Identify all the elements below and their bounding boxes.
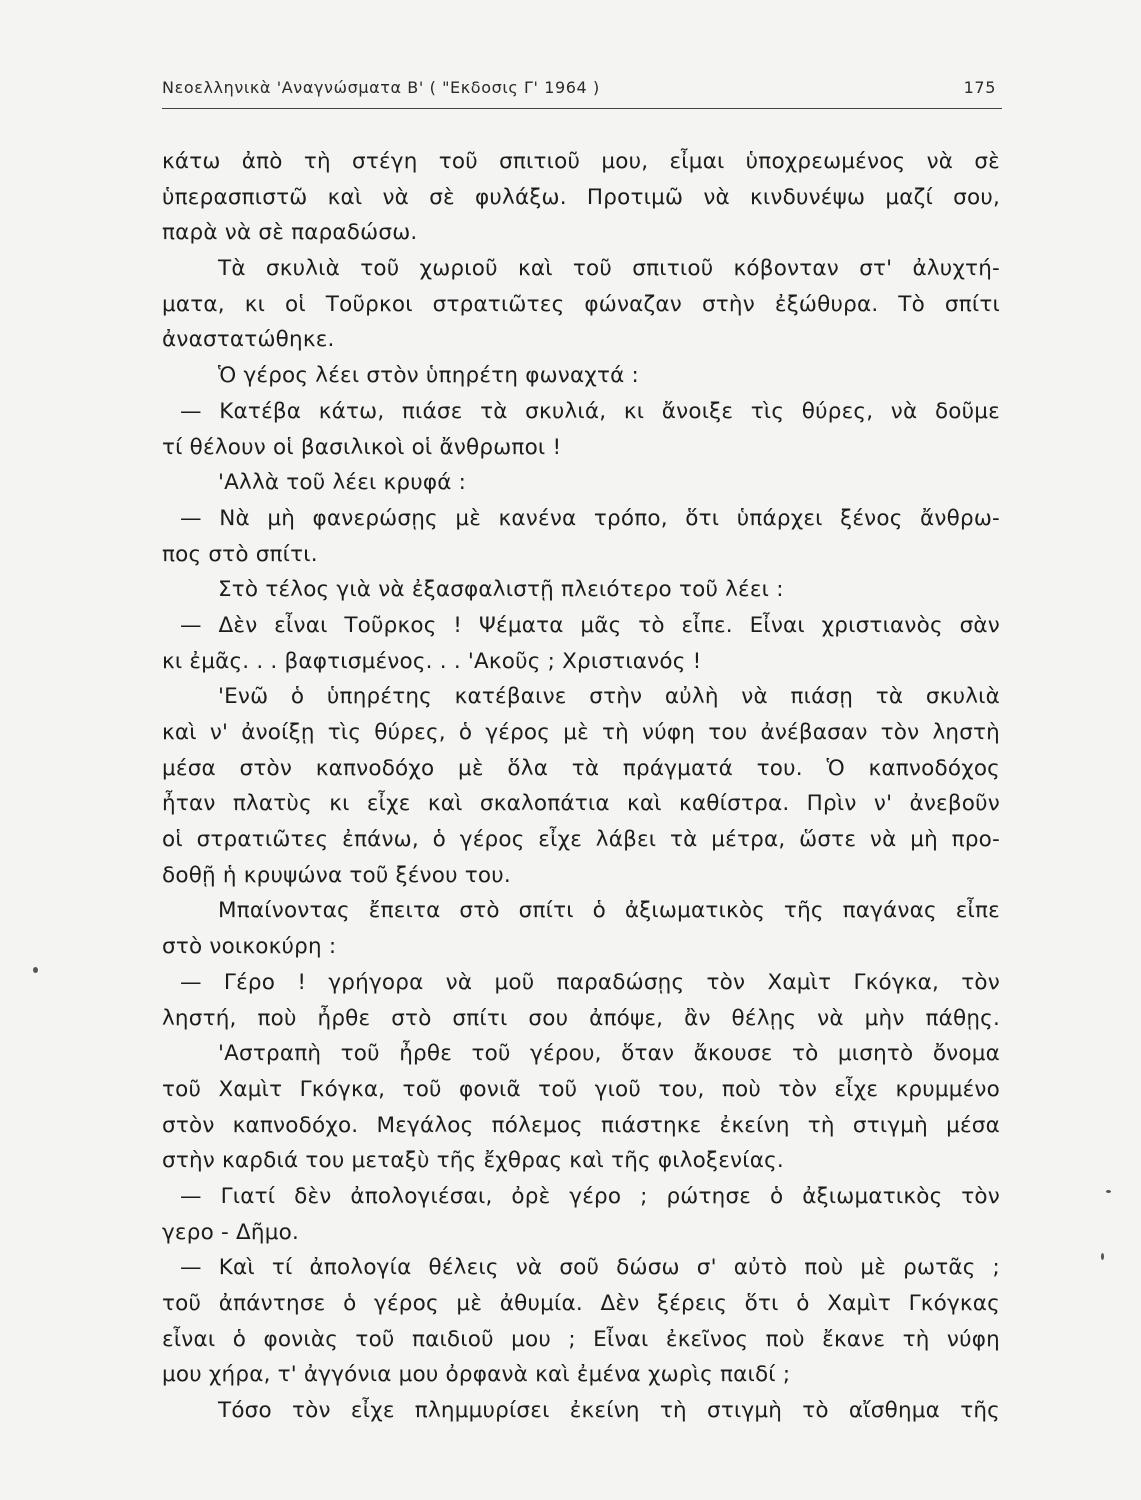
text-line: 'Ενῶ ὁ ὑπηρέτης κατέβαινε στὴν αὐλὴ νὰ πιάσῃ τὰ σκυλιὰ xyxy=(218,684,1000,710)
text-line: πος στὸ σπίτι. xyxy=(162,541,318,567)
text-line: στὴν καρδιά του μεταξὺ τῆς ἔχθρας καὶ τῆς φιλοξενίας. xyxy=(162,1148,784,1174)
text-line: ματα, κι οἱ Τοῦρκοι στρατιῶτες φώναζαν στὴν ἐξώθυρα. Τὸ σπίτι xyxy=(162,291,1000,317)
page-number: 175 xyxy=(963,78,996,97)
text-line: κι ἐμᾶς. . . βαφτισμένος. . . 'Ακοῦς ; Χριστιανός ! xyxy=(162,648,702,674)
text-line: οἱ στρατιῶτες ἐπάνω, ὁ γέρος εἶχε λάβει τὰ μέτρα, ὥστε νὰ μὴ προ- xyxy=(162,827,1000,853)
text-line: μου χήρα, τ' ἀγγόνια μου ὀρφανὰ καὶ ἐμένα χωρὶς παιδί ; xyxy=(162,1362,791,1388)
text-line: ἦταν πλατὺς κι εἶχε καὶ σκαλοπάτια καὶ καθίστρα. Πρὶν ν' ἀνεβοῦν xyxy=(162,791,1000,817)
scan-speck xyxy=(1101,1253,1104,1260)
header-rule xyxy=(162,108,1002,109)
text-line: γερο - Δῆμο. xyxy=(162,1219,299,1245)
text-line: εἶναι ὁ φονιὰς τοῦ παιδιοῦ μου ; Εἶναι ἐκεῖνος ποὺ ἔκανε τὴ νύφη xyxy=(162,1326,1000,1352)
text-line: — Δὲν εἶναι Τοῦρκος ! Ψέματα μᾶς τὸ εἶπε. Εἶναι χριστιανὸς σὰν xyxy=(180,612,1000,638)
text-line: Τὰ σκυλιὰ τοῦ χωριοῦ καὶ τοῦ σπιτιοῦ κόβονταν στ' ἀλυχτή- xyxy=(218,256,1000,282)
text-line: στὸ νοικοκύρη : xyxy=(162,934,337,960)
text-line: τί θέλουν οἱ βασιλικοὶ οἱ ἄνθρωποι ! xyxy=(162,434,562,460)
text-line: Τόσο τὸν εἶχε πλημμυρίσει ἐκείνη τὴ στιγμὴ τὸ αἴσθημα τῆς xyxy=(218,1398,1000,1424)
text-line: 'Αλλὰ τοῦ λέει κρυφά : xyxy=(218,470,467,496)
scan-speck xyxy=(33,967,38,973)
text-line: — Κατέβα κάτω, πιάσε τὰ σκυλιά, κι ἄνοιξε τὶς θύρες, νὰ δοῦμε xyxy=(180,398,1000,424)
text-line: ληστή, ποὺ ἦρθε στὸ σπίτι σου ἀπόψε, ἂν θέλῃς νὰ μὴν πάθῃς. xyxy=(162,1005,1000,1031)
running-head xyxy=(162,76,1000,102)
text-line: τοῦ ἀπάντησε ὁ γέρος μὲ ἀθυμία. Δὲν ξέρεις ὅτι ὁ Χαμὶτ Γκόγκας xyxy=(162,1291,1000,1316)
book-title: Νεοελληνικὰ 'Αναγνώσματα Β' ( "Εκδοσις Γ' 1964 ) xyxy=(162,78,600,97)
text-line: μέσα στὸν καπνοδόχο μὲ ὅλα τὰ πράγματά του. Ὁ καπνοδόχος xyxy=(162,755,1000,781)
text-line: 'Αστραπὴ τοῦ ἦρθε τοῦ γέρου, ὅταν ἄκουσε τὸ μισητὸ ὄνομα xyxy=(218,1041,1000,1067)
text-line: Ὁ γέρος λέει στὸν ὑπηρέτη φωναχτά : xyxy=(218,363,639,389)
text-line: ὑπερασπιστῶ καὶ νὰ σὲ φυλάξω. Προτιμῶ νὰ κινδυνέψω μαζί σου, xyxy=(162,184,1000,210)
text-line: — Καὶ τί ἀπολογία θέλεις νὰ σοῦ δώσω σ' αὐτὸ ποὺ μὲ ρωτᾶς ; xyxy=(180,1255,1000,1281)
text-line: ἀναστατώθηκε. xyxy=(162,327,335,353)
scan-speck xyxy=(1106,1190,1111,1193)
text-line: δοθῇ ἡ κρυψώνα τοῦ ξένου του. xyxy=(162,862,511,888)
text-line: κάτω ἀπὸ τὴ στέγη τοῦ σπιτιοῦ μου, εἶμαι ὑποχρεωμένος νὰ σὲ xyxy=(162,149,1000,174)
text-line: στὸν καπνοδόχο. Μεγάλος πόλεμος πιάστηκε ἐκείνη τὴ στιγμὴ μέσα xyxy=(162,1112,1000,1138)
text-line: Μπαίνοντας ἔπειτα στὸ σπίτι ὁ ἀξιωματικὸς τῆς παγάνας εἶπε xyxy=(218,898,1000,924)
text-line: τοῦ Χαμὶτ Γκόγκα, τοῦ φονιᾶ τοῦ γιοῦ του, ποὺ τὸν εἶχε κρυμμένο xyxy=(162,1076,1000,1102)
text-line: καὶ ν' ἀνοίξῃ τὶς θύρες, ὁ γέρος μὲ τὴ νύφη του ἀνέβασαν τὸν ληστὴ xyxy=(162,720,1000,745)
text-line: — Γιατί δὲν ἀπολογιέσαι, ὀρὲ γέρο ; ρώτησε ὁ ἀξιωματικὸς τὸν xyxy=(180,1183,1000,1209)
text-line: Στὸ τέλος γιὰ νὰ ἐξασφαλιστῇ πλειότερο τοῦ λέει : xyxy=(218,577,784,603)
body-text xyxy=(162,144,1000,1429)
text-line: — Γέρο ! γρήγορα νὰ μοῦ παραδώσῃς τὸν Χαμὶτ Γκόγκα, τὸν xyxy=(180,969,1000,995)
text-line: — Νὰ μὴ φανερώσῃς μὲ κανένα τρόπο, ὅτι ὑπάρχει ξένος ἄνθρω- xyxy=(180,505,1000,531)
text-line: παρὰ νὰ σὲ παραδώσω. xyxy=(162,220,418,246)
